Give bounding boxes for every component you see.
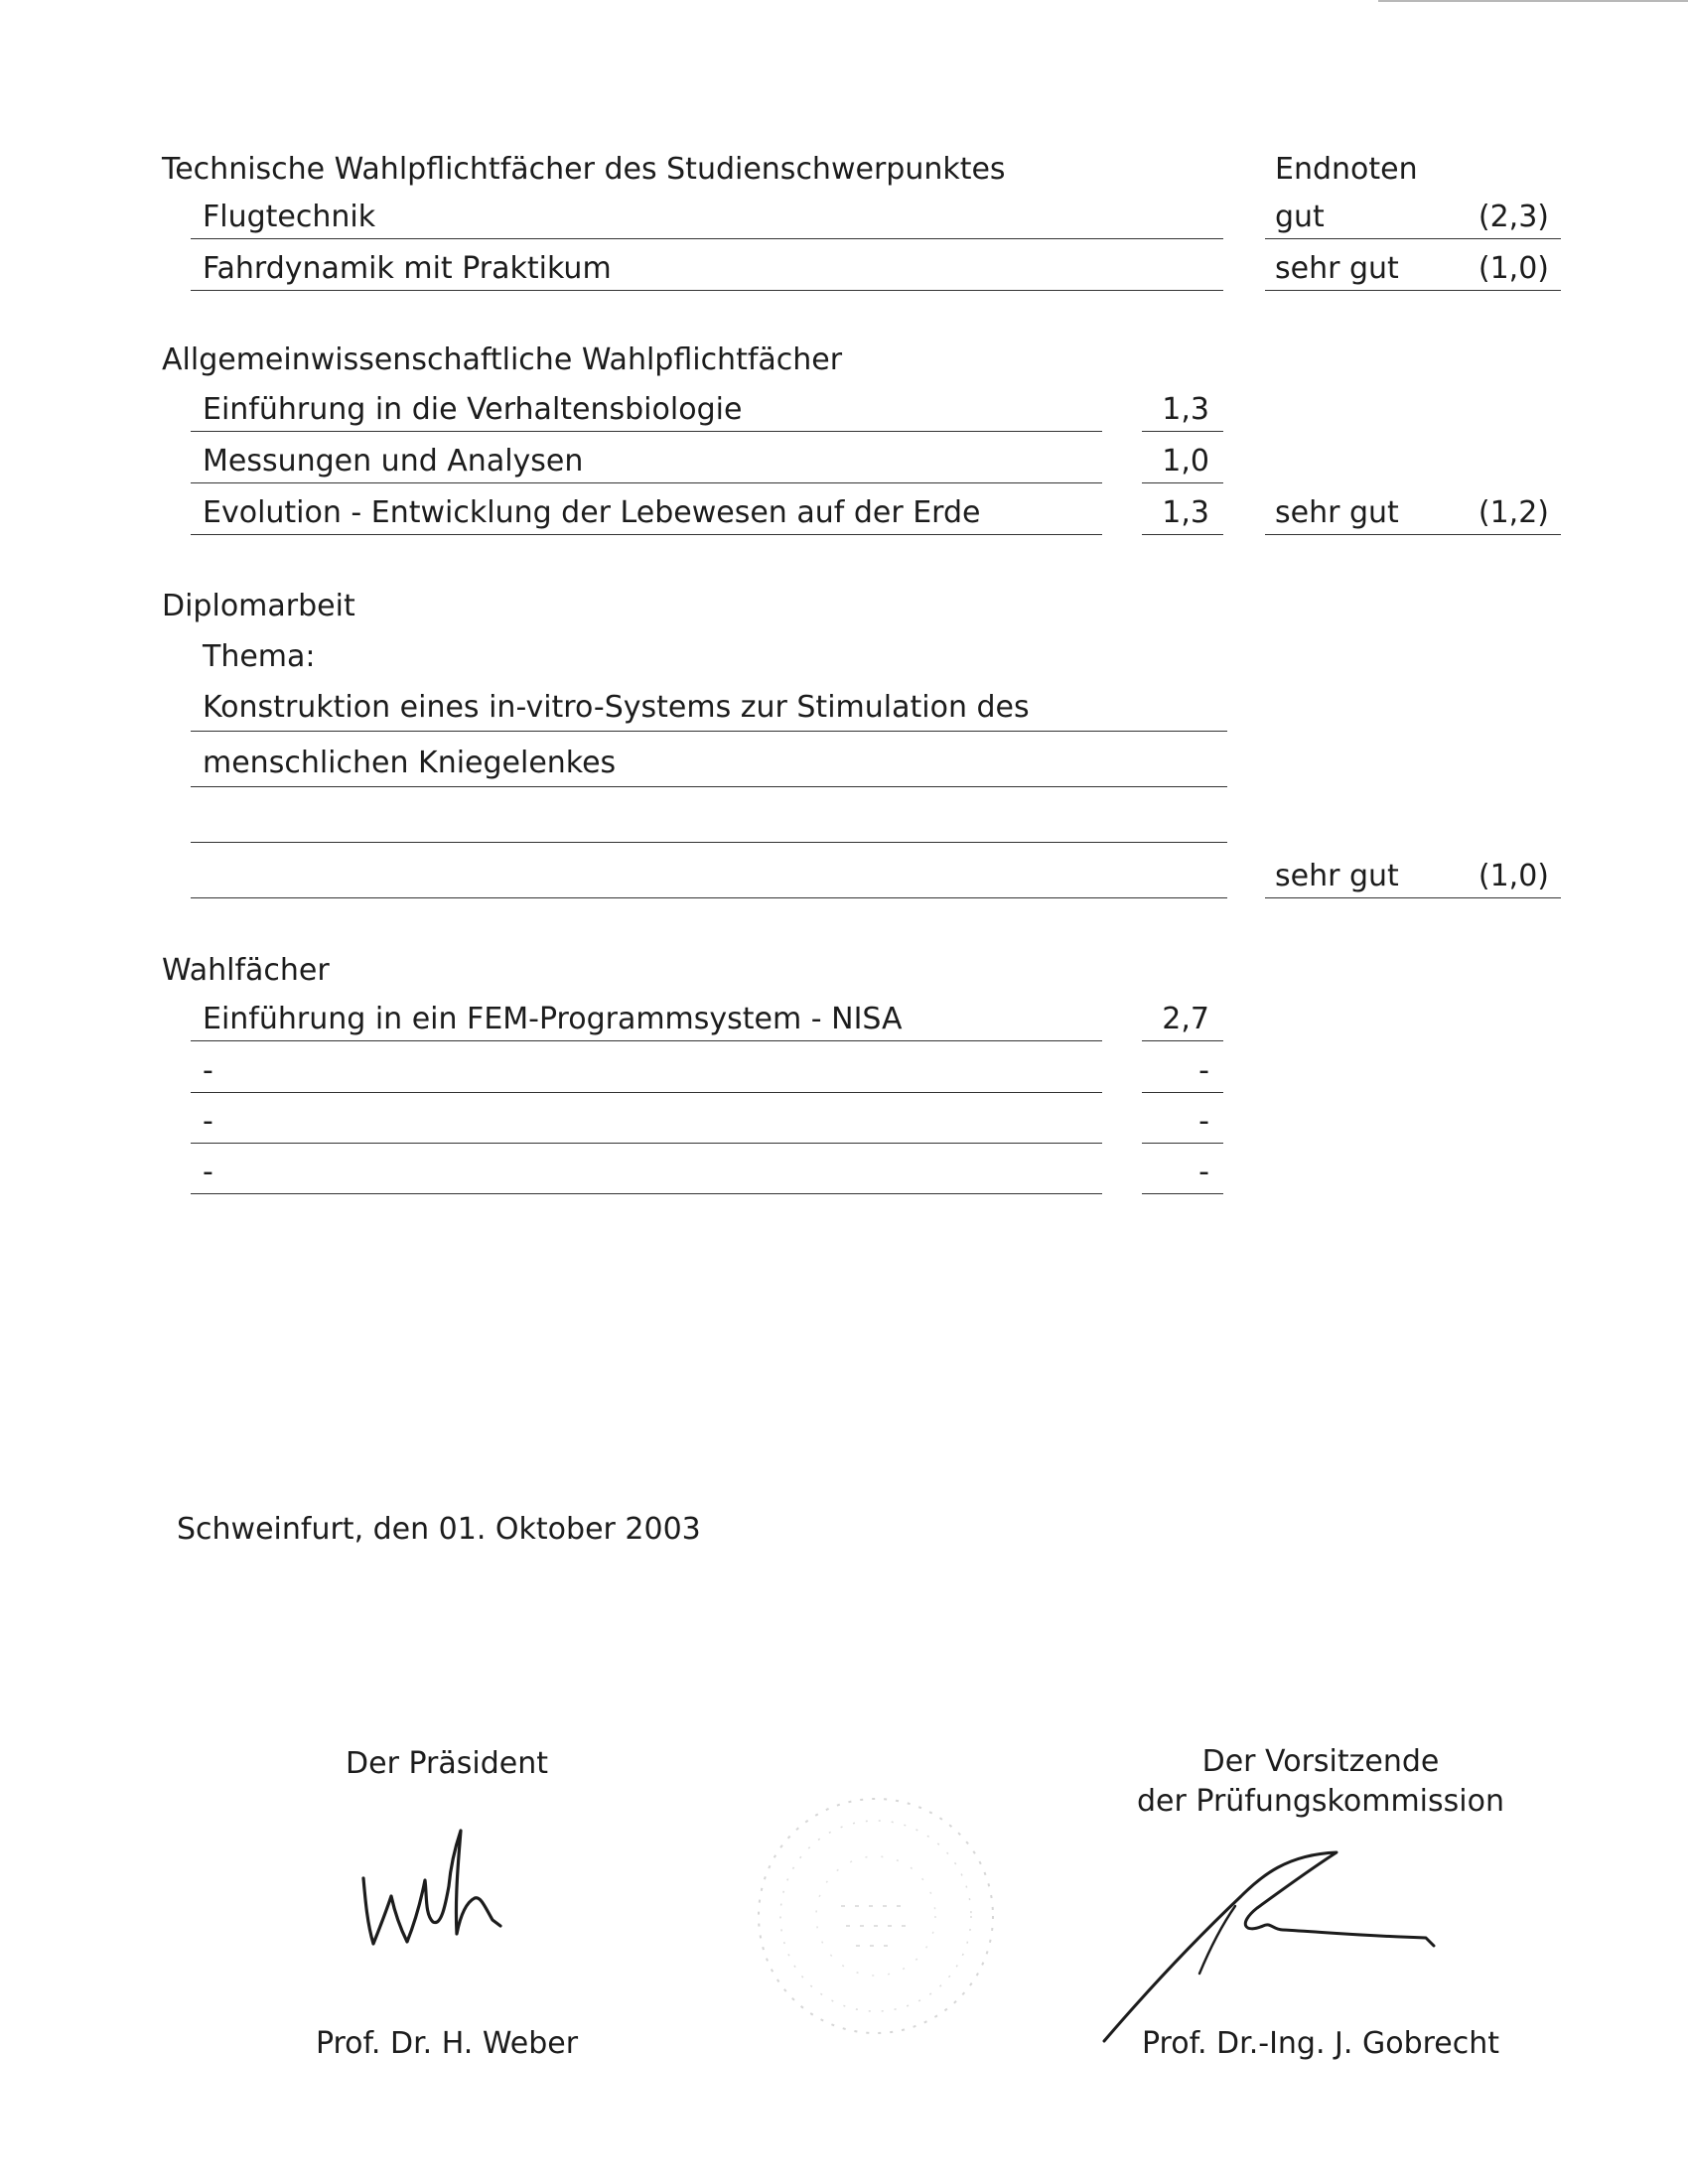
general-subject-row [191,490,1102,535]
grade-number: 1,3 [1162,495,1209,530]
technical-grade-row [1265,246,1561,291]
grade-word: sehr gut [1275,859,1399,893]
general-grade-cell [1142,387,1223,432]
grade-number: 2,7 [1162,1002,1209,1036]
subject-name: - [203,1053,213,1088]
elective-grade-cell [1142,1150,1223,1194]
grade-number: (2,3) [1477,200,1549,234]
subject-name: Messungen und Analysen [203,444,584,478]
thesis-topic-line [191,850,1227,898]
subject-name: Flugtechnik [203,200,376,234]
grade-word: sehr gut [1275,251,1399,286]
grade-number: - [1198,1053,1209,1088]
subject-name: Evolution - Entwicklung der Lebewesen auf der Erde [203,495,981,530]
general-grade-cell [1142,490,1223,535]
chair-title-line2: der Prüfungskommission [1137,1784,1504,1819]
elective-grade-cell [1142,1099,1223,1144]
grade-number: 1,0 [1162,444,1209,478]
chair-name: Prof. Dr.-Ing. J. Gobrecht [1141,2026,1500,2061]
grade-number: (1,2) [1477,495,1549,530]
elective-subject-row [191,1150,1102,1194]
general-final-grade [1265,490,1561,535]
electives-heading: Wahlfächer [162,953,330,988]
president-name: Prof. Dr. H. Weber [315,2026,579,2061]
grade-number: 1,3 [1162,392,1209,427]
grade-word: sehr gut [1275,495,1399,530]
general-subject-row [191,387,1102,432]
place-date: Schweinfurt, den 01. Oktober 2003 [177,1512,701,1547]
thesis-heading: Diplomarbeit [162,589,355,623]
chair-signature [1092,1846,1489,2045]
president-title: Der Präsident [346,1746,548,1781]
elective-grade-cell [1142,997,1223,1041]
general-electives-heading: Allgemeinwissenschaftliche Wahlpflichtfächer [162,342,843,377]
thesis-topic-line [191,683,1227,732]
embossed-seal [747,1787,1005,2045]
subject-name: - [203,1155,213,1189]
final-grades-heading: Endnoten [1275,152,1418,187]
thesis-topic-line [191,739,1227,787]
general-grade-cell [1142,439,1223,483]
scan-edge-line [1378,0,1688,2]
topic-text: menschlichen Kniegelenkes [203,746,617,780]
grade-number: - [1198,1104,1209,1139]
general-subject-row [191,439,1102,483]
subject-name: Einführung in die Verhaltensbiologie [203,392,743,427]
thesis-final-grade [1265,854,1561,898]
elective-subject-row [191,997,1102,1041]
subject-name: Fahrdynamik mit Praktikum [203,251,612,286]
subject-name: - [203,1104,213,1139]
elective-grade-cell [1142,1048,1223,1093]
thesis-topic-label: Thema: [203,639,316,674]
grade-number: (1,0) [1477,859,1549,893]
grade-word: gut [1275,200,1325,234]
elective-subject-row [191,1048,1102,1093]
chair-title-line1: Der Vorsitzende [1201,1744,1440,1779]
technical-electives-heading: Technische Wahlpflichtfächer des Studienschwerpunktes [162,152,1006,187]
subject-name: Einführung in ein FEM-Programmsystem - NISA [203,1002,903,1036]
elective-subject-row [191,1099,1102,1144]
technical-subject-row [191,246,1223,291]
grade-number: (1,0) [1477,251,1549,286]
technical-grade-row [1265,195,1561,239]
topic-text: Konstruktion eines in-vitro-Systems zur Stimulation des [203,690,1030,725]
grade-number: - [1198,1155,1209,1189]
technical-subject-row [191,195,1223,239]
president-signature [353,1827,512,1956]
thesis-topic-line [191,794,1227,843]
